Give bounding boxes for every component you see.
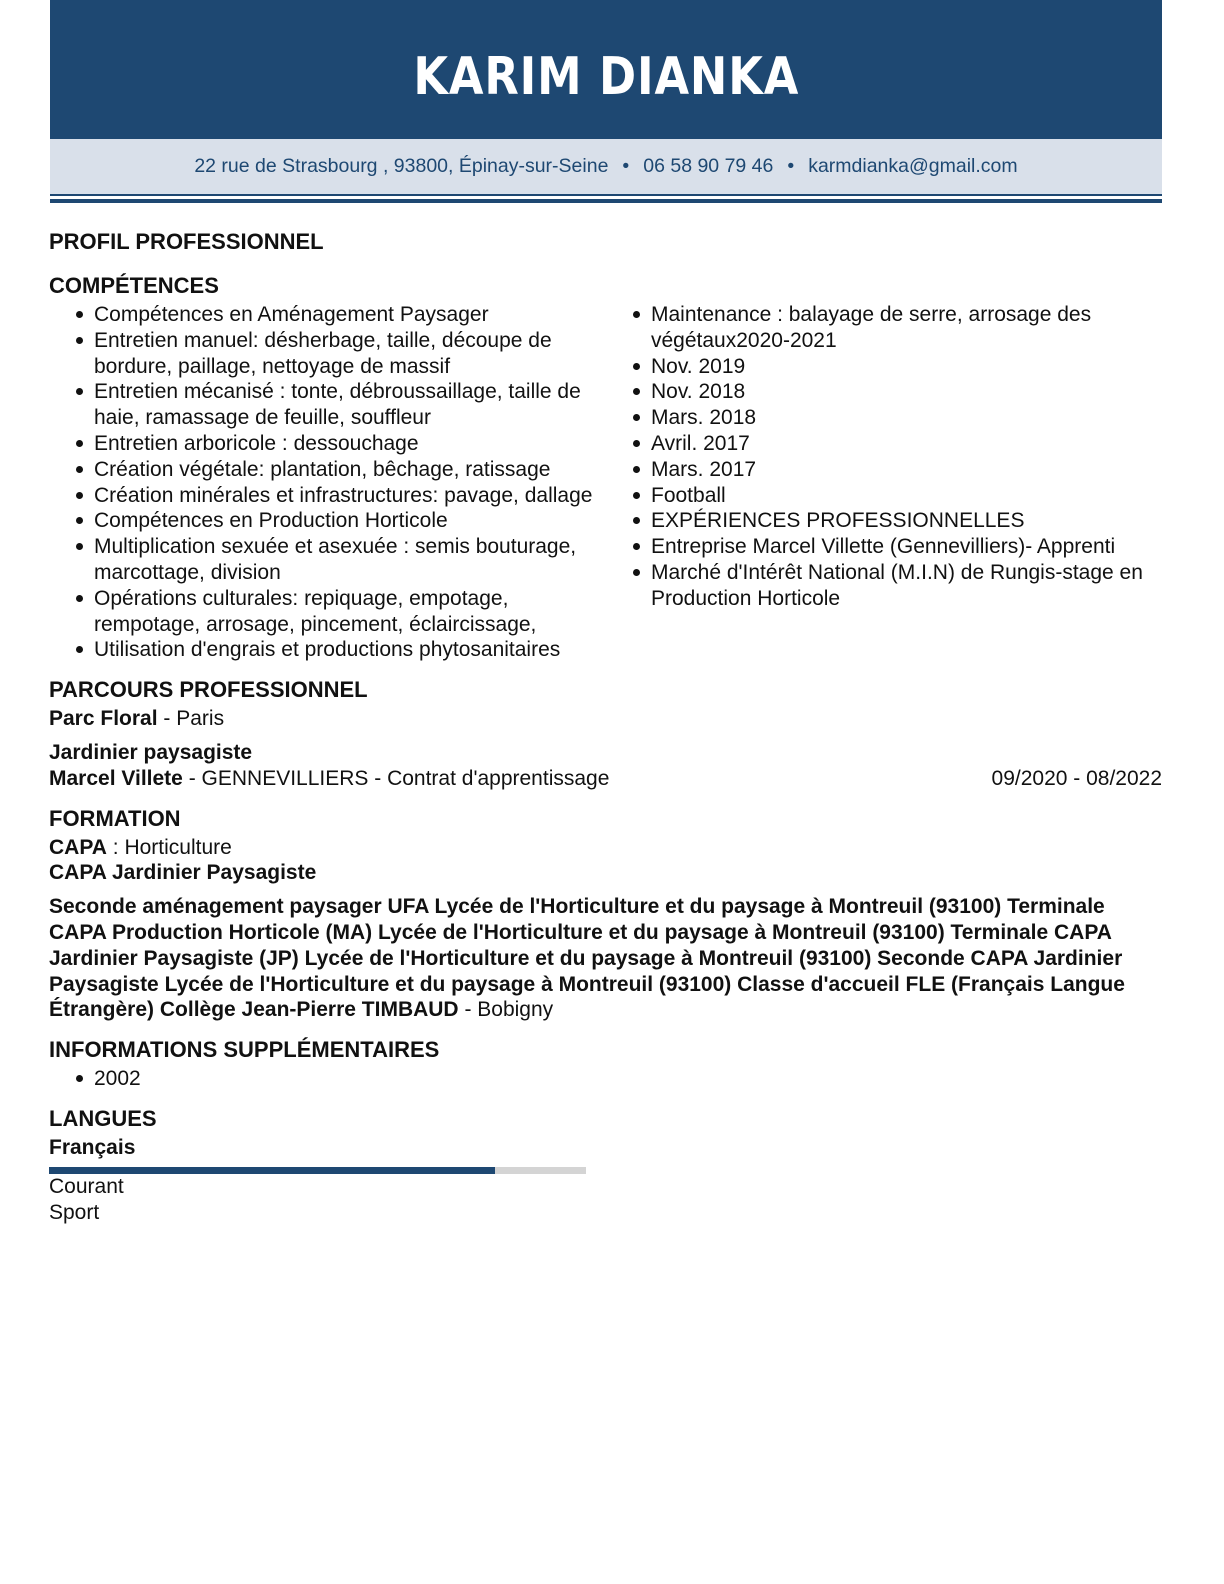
job-title: Jardinier paysagiste (49, 740, 253, 764)
list-item: Nov. 2019 (651, 354, 1162, 380)
job-entry (49, 706, 1162, 732)
section-title-profil: PROFIL PROFESSIONNEL (49, 229, 324, 254)
list-item: Mars. 2018 (651, 405, 1162, 431)
phone: 06 58 90 79 46 (643, 155, 774, 177)
list-item: Utilisation d'engrais et productions phytosanitaires (94, 637, 606, 663)
section-parcours (49, 674, 1162, 791)
address: 22 rue de Strasbourg , 93800, Épinay-sur-Seine (194, 155, 609, 177)
list-item: Football (651, 483, 1162, 509)
list-item: Multiplication sexuée et asexuée : semis bouturage, marcottage, division (94, 534, 606, 586)
list-item: Mars. 2017 (651, 457, 1162, 483)
list-item: Opérations culturales: repiquage, empotage, rempotage, arrosage, pincement, éclaircissage, (94, 586, 606, 638)
list-item: EXPÉRIENCES PROFESSIONNELLES (651, 508, 1162, 534)
formation-history (49, 894, 1162, 1023)
language-level-bar (49, 1167, 586, 1174)
language-level: Courant (49, 1174, 124, 1198)
section-infos (49, 1034, 1162, 1092)
resume-content (49, 226, 1162, 1225)
competences-right-column (606, 302, 1162, 663)
list-item: Création minérales et infrastructures: pavage, dallage (94, 483, 606, 509)
competences-left-list (49, 302, 606, 663)
list-item: Compétences en Aménagement Paysager (94, 302, 606, 328)
email-link[interactable]: karmdianka@gmail.com (808, 155, 1018, 177)
candidate-name: KARIM DIANKA (413, 46, 799, 107)
competences-right-list (606, 302, 1162, 612)
list-item: Maintenance : balayage de serre, arrosage des végétaux2020-2021 (651, 302, 1162, 354)
section-title-competences: COMPÉTENCES (49, 273, 219, 298)
list-item: Entretien manuel: désherbage, taille, découpe de bordure, paillage, nettoyage de massif (94, 328, 606, 380)
location: - Paris (157, 707, 225, 731)
list-item: 2002 (94, 1066, 1162, 1092)
list-item: Marché d'Intérêt National (M.I.N) de Rungis-stage en Production Horticole (651, 560, 1162, 612)
header-divider (50, 199, 1162, 203)
competences-left-column (49, 302, 606, 663)
formation-entry (49, 835, 1162, 861)
section-title-langues: LANGUES (49, 1105, 157, 1131)
separator: • (622, 155, 630, 177)
degree-field: : Horticulture (106, 835, 232, 859)
list-item: Entretien arboricole : dessouchage (94, 431, 606, 457)
degree: CAPA (49, 835, 107, 859)
language-name: Français (49, 1135, 136, 1159)
header-divider (50, 194, 1162, 196)
list-item: Entreprise Marcel Villette (Gennevilliers)- Apprenti (651, 534, 1162, 560)
competences-columns (49, 302, 1162, 663)
contact-band (50, 139, 1162, 194)
section-title-parcours: PARCOURS PROFESSIONNEL (49, 677, 368, 703)
section-langues (49, 1103, 1162, 1225)
section-title-infos: INFORMATIONS SUPPLÉMENTAIRES (49, 1037, 440, 1063)
formation-location: - Bobigny (458, 998, 554, 1022)
header-band (50, 0, 1162, 139)
list-item: Entretien mécanisé : tonte, débroussaillage, taille de haie, ramassage de feuille, souffleur (94, 379, 606, 431)
employer: Parc Floral (49, 707, 158, 731)
job-entry (49, 766, 1162, 792)
list-item: Avril. 2017 (651, 431, 1162, 457)
section-title-formation: FORMATION (49, 805, 181, 831)
extra-info: Sport (49, 1200, 100, 1224)
infos-list (49, 1066, 1162, 1092)
language-level-fill (49, 1167, 495, 1174)
list-item: Création végétale: plantation, bêchage, ratissage (94, 457, 606, 483)
employer: Marcel Villete (49, 766, 183, 790)
list-item: Compétences en Production Horticole (94, 508, 606, 534)
separator: • (787, 155, 795, 177)
section-formation (49, 803, 1162, 1024)
degree: CAPA Jardinier Paysagiste (49, 861, 317, 885)
job-dates: 09/2020 - 08/2022 (991, 766, 1162, 790)
job-details: - GENNEVILLIERS - Contrat d'apprentissage (182, 766, 610, 790)
list-item: Nov. 2018 (651, 379, 1162, 405)
formation-history-text: Seconde aménagement paysager UFA Lycée de l'Horticulture et du paysage à Montreuil (93100) Terminale CAPA Production Horticole (MA) Lycée de l'Horticulture et du paysage à Montreuil (93100) Terminale CAPA Jardinier Paysagiste (JP) Lycée de l'Horticulture et du paysage à Montreuil (93100) Seconde CAPA Jardinier Paysagiste Lycée de l'Horticulture et du paysage à Montreuil (93100) Classe d'accueil FLE (Français Langue Étrangère) Collège Jean-Pierre TIMBAUD (49, 895, 1125, 1022)
